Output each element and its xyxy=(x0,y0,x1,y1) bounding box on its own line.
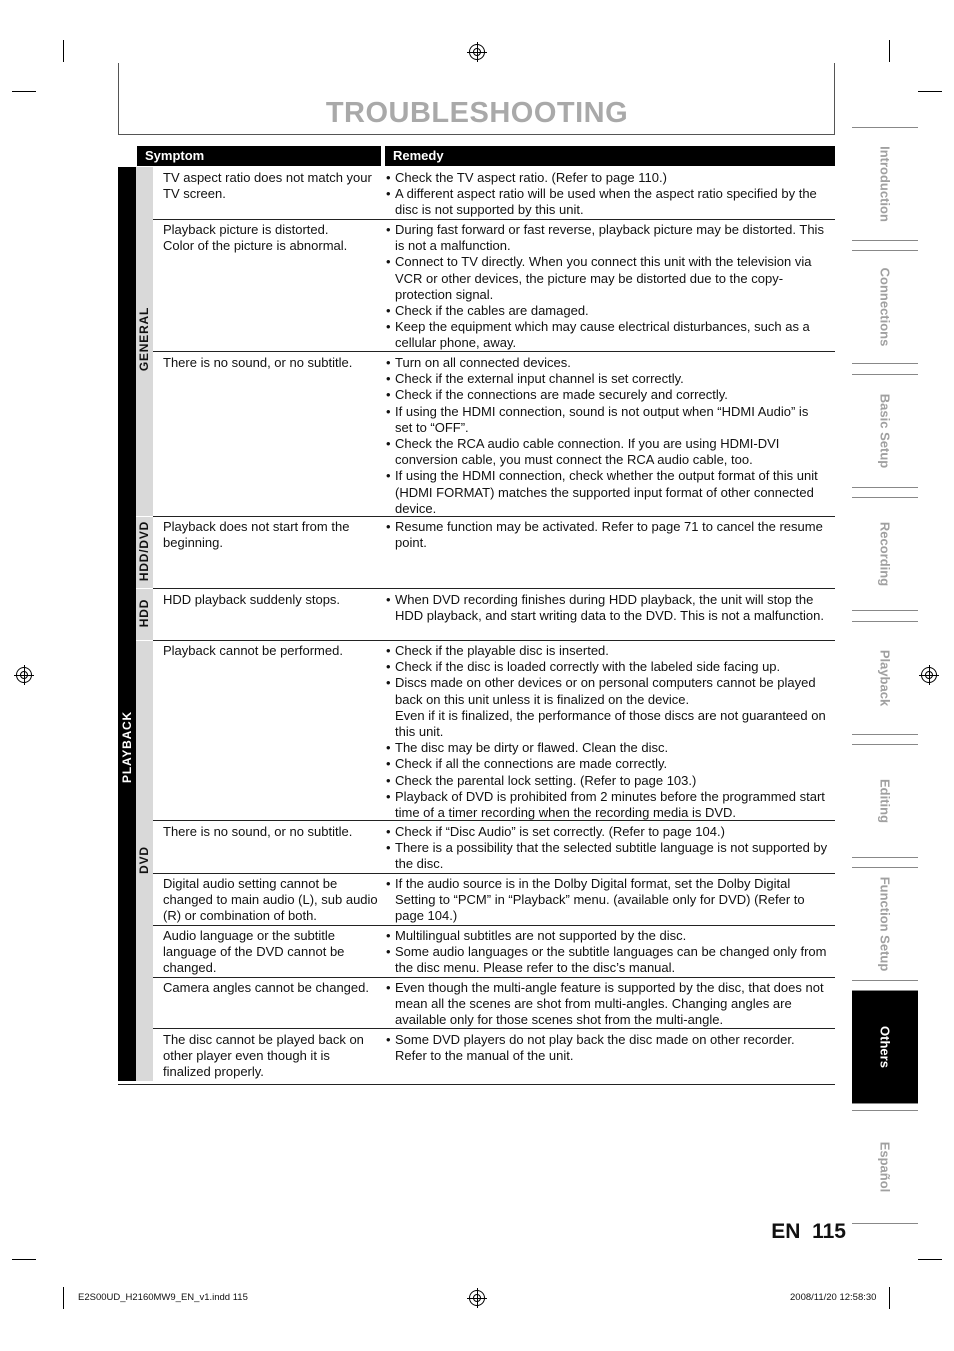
registration-mark-icon xyxy=(469,1290,485,1306)
remedy-item: • Some audio languages or the subtitle languages can be changed only from the disc menu. Please refer to the disc’s manual. xyxy=(385,944,829,976)
remedy-item: • Check if the cables are damaged. xyxy=(385,303,829,319)
table-row xyxy=(153,822,835,874)
side-tab-label: Basic Setup xyxy=(877,393,893,469)
remedy-list xyxy=(385,519,829,551)
remedy-item: • Resume function may be activated. Refer to page 71 to cancel the resume point. xyxy=(385,519,829,551)
remedy-list xyxy=(385,876,829,925)
remedy-item: • Check if the connections are made securely and correctly. xyxy=(385,387,829,403)
playback-section-bar xyxy=(118,167,136,1081)
remedy-item: • During fast forward or fast reverse, playback picture may be distorted. This is not a malfunction. xyxy=(385,222,829,254)
crop-mark xyxy=(12,1259,36,1260)
table-row xyxy=(153,874,835,926)
side-tab-introduction[interactable] xyxy=(852,127,918,241)
dvd-group-label: DVD xyxy=(137,846,151,874)
table-row xyxy=(153,978,835,1029)
symptom-cell: HDD playback suddenly stops. xyxy=(163,592,341,607)
side-tab-label: Recording xyxy=(877,521,893,587)
remedy-item: • Connect to TV directly. When you connect this unit with the television via VCR or other devices, the picture may be distorted due to the copy-protection signal. xyxy=(385,254,829,303)
remedy-item: • A different aspect ratio will be used when the aspect ratio specified by the disc is not supported by this unit. xyxy=(385,186,829,218)
side-tab-label: Editing xyxy=(877,778,893,824)
registration-mark-icon xyxy=(16,667,32,683)
dvd-group-bar xyxy=(136,641,153,1081)
side-tab-label: Others xyxy=(877,1026,893,1068)
remedy-header xyxy=(385,146,835,166)
remedy-item: • Check if “Disc Audio” is set correctly. (Refer to page 104.) xyxy=(385,824,829,840)
symptom-cell: Audio language or the subtitle language of the DVD cannot be changed. xyxy=(163,928,345,976)
remedy-item: • Check the TV aspect ratio. (Refer to page 110.) xyxy=(385,170,829,186)
side-tab-editing[interactable] xyxy=(852,744,918,858)
general-group-label: GENERAL xyxy=(137,306,151,372)
page-lang: EN xyxy=(771,1220,801,1243)
page-number xyxy=(771,1220,846,1244)
registration-mark-icon xyxy=(921,667,937,683)
remedy-list xyxy=(385,980,829,1029)
footer-file: E2S00UD_H2160MW9_EN_v1.indd 115 xyxy=(78,1292,248,1303)
crop-mark xyxy=(918,91,942,92)
table-row xyxy=(153,353,835,517)
remedy-list xyxy=(385,170,829,219)
remedy-list xyxy=(385,1032,829,1064)
symptom-cell: Playback does not start from the beginning. xyxy=(163,519,350,551)
crop-mark xyxy=(889,1287,890,1309)
remedy-list xyxy=(385,643,829,821)
crop-mark xyxy=(63,1287,64,1309)
side-tab-connections[interactable] xyxy=(852,250,918,364)
symptom-header-label: Symptom xyxy=(145,148,205,163)
symptom-cell: Playback cannot be performed. xyxy=(163,643,343,658)
hdddvd-group-label: HDD/DVD xyxy=(137,520,151,582)
symptom-cell: There is no sound, or no subtitle. xyxy=(163,824,353,839)
remedy-item: • If the audio source is in the Dolby Digital format, set the Dolby Digital Setting to “PCM” in “Playback” menu. (available only for DVD) (Refer to page 104.) xyxy=(385,876,829,925)
symptom-cell: Playback picture is distorted. Color of the picture is abnormal. xyxy=(163,222,348,254)
remedy-item: • Keep the equipment which may cause electrical disturbances, such as a cellular phone, away. xyxy=(385,319,829,351)
remedy-item: • Check if all the connections are made correctly. xyxy=(385,756,829,772)
table-row xyxy=(153,926,835,978)
remedy-item: • Check if the disc is loaded correctly with the labeled side facing up. xyxy=(385,659,829,675)
table-row xyxy=(153,220,835,352)
side-tab-playback[interactable] xyxy=(852,621,918,735)
side-tab-label: Playback xyxy=(877,649,893,707)
symptom-cell: Camera angles cannot be changed. xyxy=(163,980,369,995)
remedy-item: • Even though the multi-angle feature is supported by the disc, that does not mean all the scenes are shot from multi-angles. Changing angles are available only for those scenes shot from the multi-angle. xyxy=(385,980,829,1029)
side-tab-label: Function Setup xyxy=(877,876,893,972)
remedy-list xyxy=(385,222,829,352)
symptom-header xyxy=(137,146,381,166)
remedy-item: • Some DVD players do not play back the disc made on other recorder. Refer to the manual of the unit. xyxy=(385,1032,829,1064)
crop-mark xyxy=(63,40,64,62)
remedy-item: • If using the HDMI connection, sound is not output when “HDMI Audio” is set to “OFF”. xyxy=(385,404,829,436)
remedy-item: • Check the parental lock setting. (Refer to page 103.) xyxy=(385,773,829,789)
remedy-list xyxy=(385,592,829,624)
symptom-cell: The disc cannot be played back on other player even though it is finalized properly. xyxy=(163,1032,364,1080)
playback-section-label: PLAYBACK xyxy=(120,711,134,783)
table-row xyxy=(153,641,835,821)
remedy-item: • Check if the external input channel is set correctly. xyxy=(385,371,829,387)
page-title: TROUBLESHOOTING xyxy=(325,97,629,129)
general-group-bar xyxy=(136,167,153,516)
side-tab-label: Connections xyxy=(877,267,893,347)
remedy-list xyxy=(385,928,829,977)
side-tab-label: Español xyxy=(877,1141,893,1193)
remedy-item: • Playback of DVD is prohibited from 2 minutes before the programmed start time of a timer recording when the recording media is DVD. xyxy=(385,789,829,821)
symptom-cell: Digital audio setting cannot be changed to main audio (L), sub audio (R) or combination of both. xyxy=(163,876,378,924)
remedy-header-label: Remedy xyxy=(393,148,444,163)
remedy-list xyxy=(385,824,829,873)
side-tab-espa-ol[interactable] xyxy=(852,1110,918,1224)
page-number-value: 115 xyxy=(812,1220,846,1243)
table-row xyxy=(153,168,835,220)
remedy-item: • Check the RCA audio cable connection. If you are using HDMI-DVI conversion cable, you must connect the RCA audio cable, too. xyxy=(385,436,829,468)
remedy-item: • There is a possibility that the selected subtitle language is not supported by the disc. xyxy=(385,840,829,872)
symptom-cell: There is no sound, or no subtitle. xyxy=(163,355,353,370)
remedy-item: • Multilingual subtitles are not supported by the disc. xyxy=(385,928,829,944)
remedy-list xyxy=(385,355,829,517)
crop-mark xyxy=(889,40,890,62)
crop-mark xyxy=(918,1259,942,1260)
registration-mark-icon xyxy=(469,44,485,60)
table-row xyxy=(153,590,835,641)
side-tab-recording[interactable] xyxy=(852,497,918,611)
crop-mark xyxy=(12,91,36,92)
table-row xyxy=(153,1030,835,1085)
remedy-item: • Check if the playable disc is inserted. xyxy=(385,643,829,659)
hdd-group-bar xyxy=(136,589,153,640)
side-tab-basic-setup[interactable] xyxy=(852,374,918,488)
remedy-item: • Discs made on other devices or on personal computers cannot be played back on this unit unless it is finalized on the device. Even if it is finalized, the performance of those discs are not guaranteed on this unit. xyxy=(385,675,829,740)
hdd-group-label: HDD xyxy=(137,598,151,628)
remedy-item: • Turn on all connected devices. xyxy=(385,355,829,371)
remedy-item: • When DVD recording finishes during HDD playback, the unit will stop the HDD playback, and start writing data to the DVD. This is not a malfunction. xyxy=(385,592,829,624)
footer-timestamp: 2008/11/20 12:58:30 xyxy=(790,1292,877,1303)
side-tab-others[interactable] xyxy=(852,990,918,1104)
symptom-cell: TV aspect ratio does not match your TV screen. xyxy=(163,170,372,202)
table-row xyxy=(153,517,835,589)
side-tab-label: Introduction xyxy=(877,146,893,222)
remedy-item: • The disc may be dirty or flawed. Clean the disc. xyxy=(385,740,829,756)
side-tab-function-setup[interactable] xyxy=(852,867,918,981)
remedy-item: • If using the HDMI connection, check whether the output format of this unit (HDMI FORMAT) matches the supported input format of other connected device. xyxy=(385,468,829,517)
